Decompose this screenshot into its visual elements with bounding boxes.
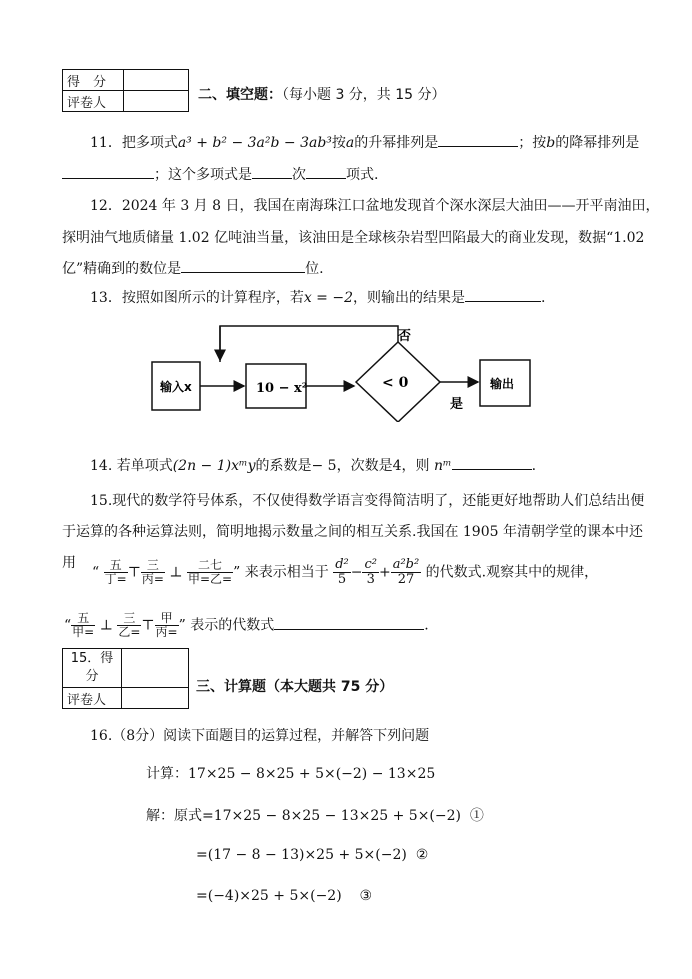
q15-line1: 15.现代的数学符号体系，不仅使得数学语言变得简洁明了，还能更好地帮助人们总结出便 [90,493,645,509]
input-label: 输入x [160,380,192,394]
answer-blank [438,132,518,147]
no-label: 否 [398,329,412,344]
q16-calc: 计算：17×25 − 8×25 + 5×(−2) − 13×25 [146,766,436,782]
section2-score-table [62,69,189,112]
loop-line [220,326,398,362]
answer-blank [465,287,541,302]
q11-line1: 11．把多项式a³ + b² − 3a²b − 3ab³按a的升幂排列是 ；按b的降幂排列是 [90,132,639,152]
answer-blank [306,164,346,179]
q14-text: 14. 若单项式(2n − 1)xᵐy的系数是− 5，次数是4，则 nᵐ . [90,455,536,475]
score-cell [124,70,189,91]
chinese-fraction: 二七 甲=乙= [188,558,233,586]
q15-line3: 用 [62,555,76,571]
section2-title: 二、填空题：（每小题 3 分，共 15 分） [198,87,446,103]
grader-label: 评卷人 [63,91,124,112]
chinese-fraction: 三 乙= [118,611,141,639]
grader-cell [122,688,189,709]
process-label: 10 − x² [256,381,308,396]
score-label: 得 分 [63,70,124,91]
output-label: 输出 [490,377,515,391]
chinese-fraction: 三 丙= [141,558,164,586]
q13-text: 13．按照如图所示的计算程序，若x = −2，则输出的结果是 . [90,287,545,307]
score-label: 15．得 分 [63,649,122,688]
q11-line2: ；这个多项式是 次 项式. [62,164,378,184]
q12-line3: 亿”精确到的数位是 位. [62,258,324,278]
q16-step3: =(−4)×25 + 5×(−2) ③ [196,888,373,904]
section3-title: 三、计算题（本大题共 75 分） [196,679,394,695]
q16-step1: 解：原式=17×25 − 8×25 − 13×25 + 5×(−2) ① [146,808,484,824]
q16-intro: 16.（8分）阅读下面题目的运算过程，并解答下列问题 [90,728,430,744]
fraction: $\frac{\text{d²}}{5}$ [335,557,349,587]
chinese-fraction: 甲 丙= [155,611,178,639]
grader-label: 评卷人 [63,688,122,709]
decision-label: < 0 [382,375,409,391]
answer-blank [452,455,532,470]
q12-line2: 探明油气地质储量 1.02 亿吨油当量，该油田是全球核杂岩型凹陷最大的商业发现，数据“1.02 [62,230,645,246]
grader-cell [124,91,189,112]
yes-label: 是 [450,397,464,412]
answer-blank [252,164,292,179]
answer-blank [181,258,305,273]
q15-question-row: “ 五 甲= ⊥ 三 乙= ⊤ 甲 丙= ” 表示的代数式 . [64,611,429,639]
score-cell [122,649,189,688]
q15-example-row: “ 五 丁= ⊤ 三 丙= ⊥ 二七 甲=乙= ” 来表示相当于 $\frac{\text{d²}}{5}$ − $\frac{\text{c²}}{3}$ + $\frac{\text{a²b²}}{27}$ 的代数式.观察其中的规律， [92,557,599,587]
fraction: $\frac{\text{c²}}{3}$ [364,557,377,587]
q15-line2: 于运算的各种运算法则，简明地揭示数量之间的相互关系.我国在 1905 年清朝学堂的课本中还 [62,524,643,540]
chinese-fraction: 五 丁= [104,558,127,586]
answer-blank [62,164,154,179]
answer-blank [274,615,424,630]
q16-step2: =(17 − 8 − 13)×25 + 5×(−2) ② [196,847,429,863]
chinese-fraction: 五 甲= [72,611,95,639]
flowchart [140,312,560,422]
q12-line1: 12．2024 年 3 月 8 日，我国在南海珠江口盆地发现首个深水深层大油田——开平南油田， [90,198,660,214]
section3-score-table [62,648,189,709]
fraction: $\frac{\text{a²b²}}{27}$ [392,557,420,587]
